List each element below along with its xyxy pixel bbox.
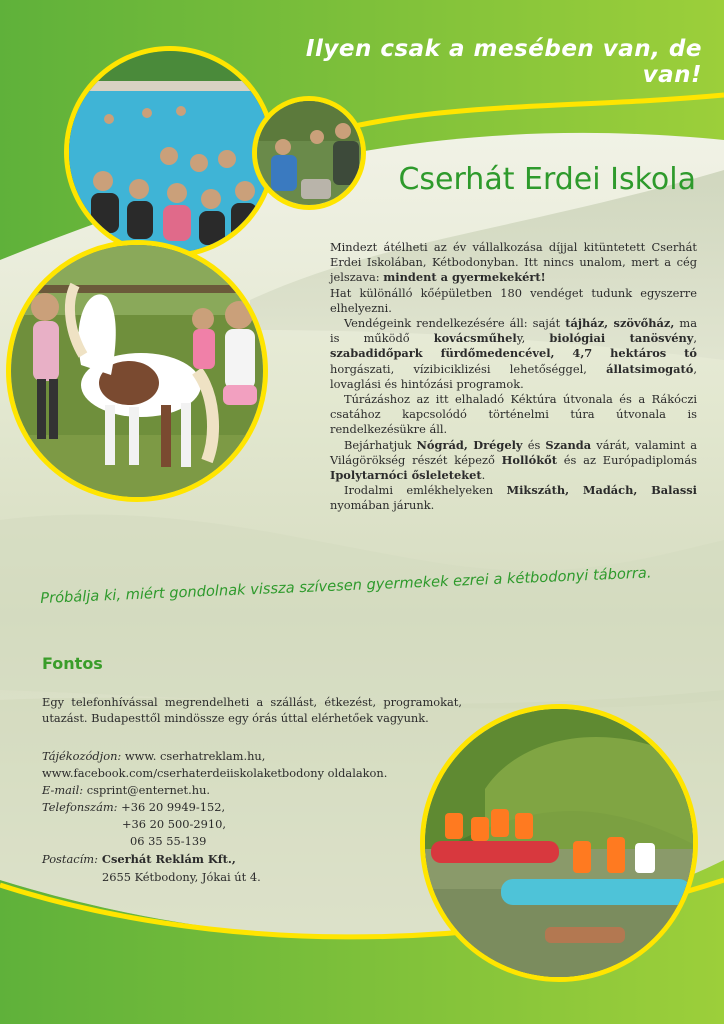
contact-address-line: 2655 Kétbodony, Jókai út 4.	[102, 870, 261, 884]
contact-phone-line-3: 06 35 55-139	[130, 834, 207, 848]
header-slogan: Ilyen csak a mesében van, de van!	[305, 36, 702, 88]
contact-phone-line-2: +36 20 500-2910,	[122, 817, 226, 831]
intro-paragraph-2: Hat különálló kőépületben 180 vendéget tudunk egyszerre elhelyezni.	[330, 285, 697, 315]
contact-post-line: Postacím: Cserhát Reklám Kft.,	[42, 852, 236, 866]
contact-facebook-line: www.facebook.com/cserhaterdeiiskolaketbodony oldalakon.	[42, 766, 388, 780]
intro-paragraph-6: Irodalmi emlékhelyeken Mikszáth, Madách, Balassi nyomában járunk.	[330, 483, 697, 513]
intro-paragraph-4: Túrázáshoz az itt elhaladó Kéktúra útvonala és a Rákóczi csatához kapcsolódó történelmi túra útvonala is rendelkezésükre áll.	[330, 392, 697, 437]
contact-info-line: Tájékozódjon: www. cserhatreklam.hu,	[42, 749, 266, 763]
pony-photo	[6, 240, 268, 502]
tagline: Próbálja ki, miért gondolnak vissza szívesen gyermekek ezrei a kétbodonyi táborra.	[40, 564, 652, 607]
boats-photo	[420, 704, 698, 982]
pool-photo	[64, 46, 276, 258]
contact-phone-line-1: Telefonszám: +36 20 9949-152,	[42, 800, 226, 814]
fontos-heading: Fontos	[42, 654, 103, 673]
intro-text	[330, 240, 697, 514]
intro-paragraph-1: Mindezt átélheti az év vállalkozása díjjal kitüntetett Cserhát Erdei Iskolában, Kétbodonyban. Itt nincs unalom, mert a cég jelszava: mindent a gyermekekért!	[330, 240, 697, 285]
contact-email-line: E-mail: csprint@enternet.hu.	[42, 783, 211, 797]
fontos-text: Egy telefonhívással megrendelheti a szállást, étkezést, programokat, utazást. Budapesttől mindössze egy órás úttal elérhetőek vagyunk.	[42, 695, 462, 725]
intro-paragraph-5: Bejárhatjuk Nógrád, Drégely és Szanda várát, valamint a Világörökség részét képező Hollókőt és az Európadiplomás Ipolytarnóci ősleleteket.	[330, 437, 697, 483]
intro-paragraph-3: Vendégeink rendelkezésére áll: saját tájház, szövőház, ma is működő kovácsműhely, biológiai tanösvény, szabadidőpark fürdőmedencével, 4,7 hektáros tó horgászati, vízibiciklizési lehetőséggel, állatsimogató, lovaglási és hintózási programok.	[330, 316, 697, 391]
page-title: Cserhát Erdei Iskola	[398, 162, 696, 197]
